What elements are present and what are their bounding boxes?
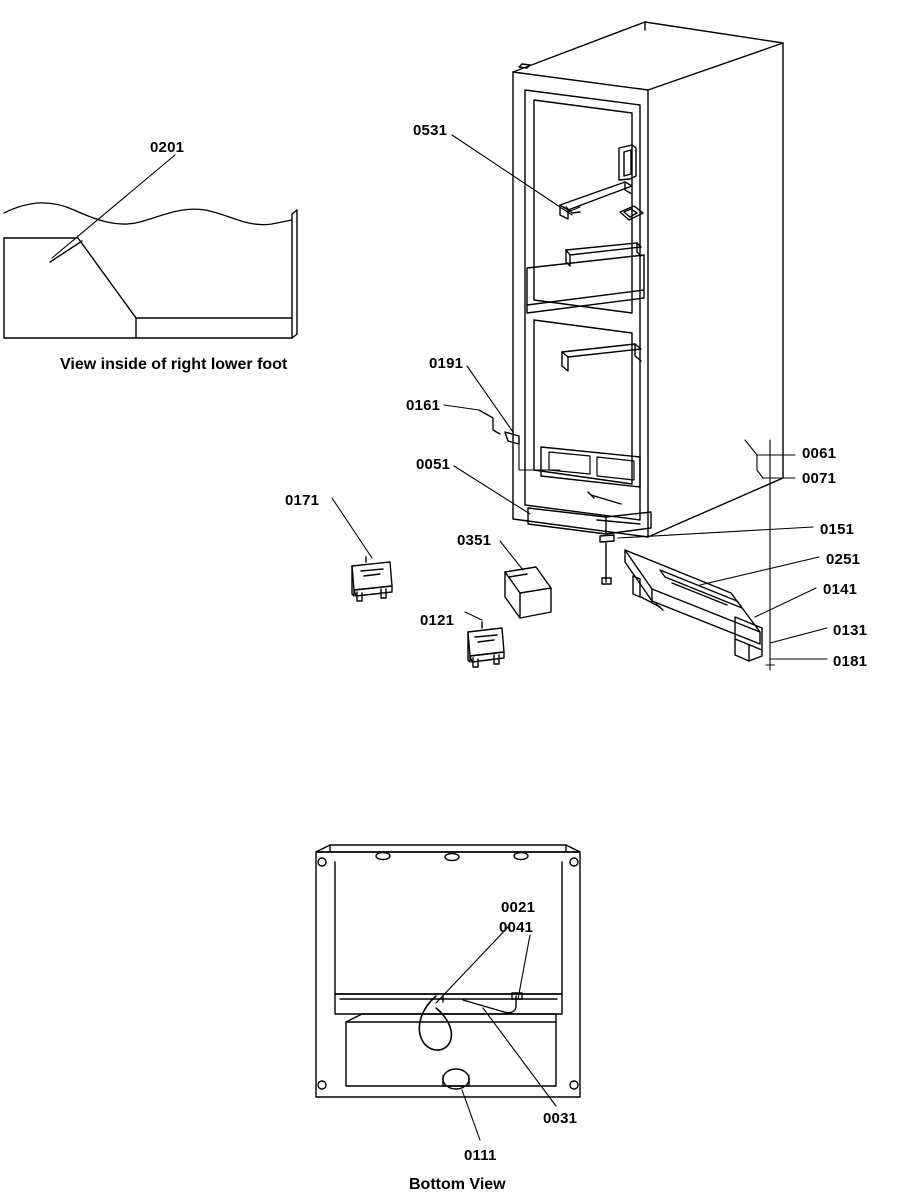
callout-0251: 0251 <box>826 551 861 568</box>
callout-0041: 0041 <box>499 919 534 936</box>
callout-0031: 0031 <box>543 1110 578 1127</box>
caption-bottom-view: Bottom View <box>409 1176 506 1193</box>
callout-0071: 0071 <box>802 470 837 487</box>
callout-0121: 0121 <box>420 612 455 629</box>
callout-0351: 0351 <box>457 532 492 549</box>
callout-0171: 0171 <box>285 492 320 509</box>
roller-middle <box>468 622 504 667</box>
rail-assembly <box>625 550 762 661</box>
callout-0141: 0141 <box>823 581 858 598</box>
callout-0181: 0181 <box>833 653 868 670</box>
callout-0201: 0201 <box>150 139 185 156</box>
callout-0161: 0161 <box>406 397 441 414</box>
roller-left <box>352 557 392 601</box>
callout-0531: 0531 <box>413 122 448 139</box>
callout-0191: 0191 <box>429 355 464 372</box>
callout-0131: 0131 <box>833 622 868 639</box>
callout-0021: 0021 <box>501 899 536 916</box>
cabinet-assembly <box>332 22 827 670</box>
bottom-view <box>316 845 580 1140</box>
callout-0051: 0051 <box>416 456 451 473</box>
callout-0151: 0151 <box>820 521 855 538</box>
detail-lower-foot <box>4 155 297 338</box>
callout-0111: 0111 <box>464 1147 497 1164</box>
callout-0061: 0061 <box>802 445 837 462</box>
caption-right-lower-foot: View inside of right lower foot <box>60 356 288 373</box>
plate-0351 <box>505 567 551 618</box>
